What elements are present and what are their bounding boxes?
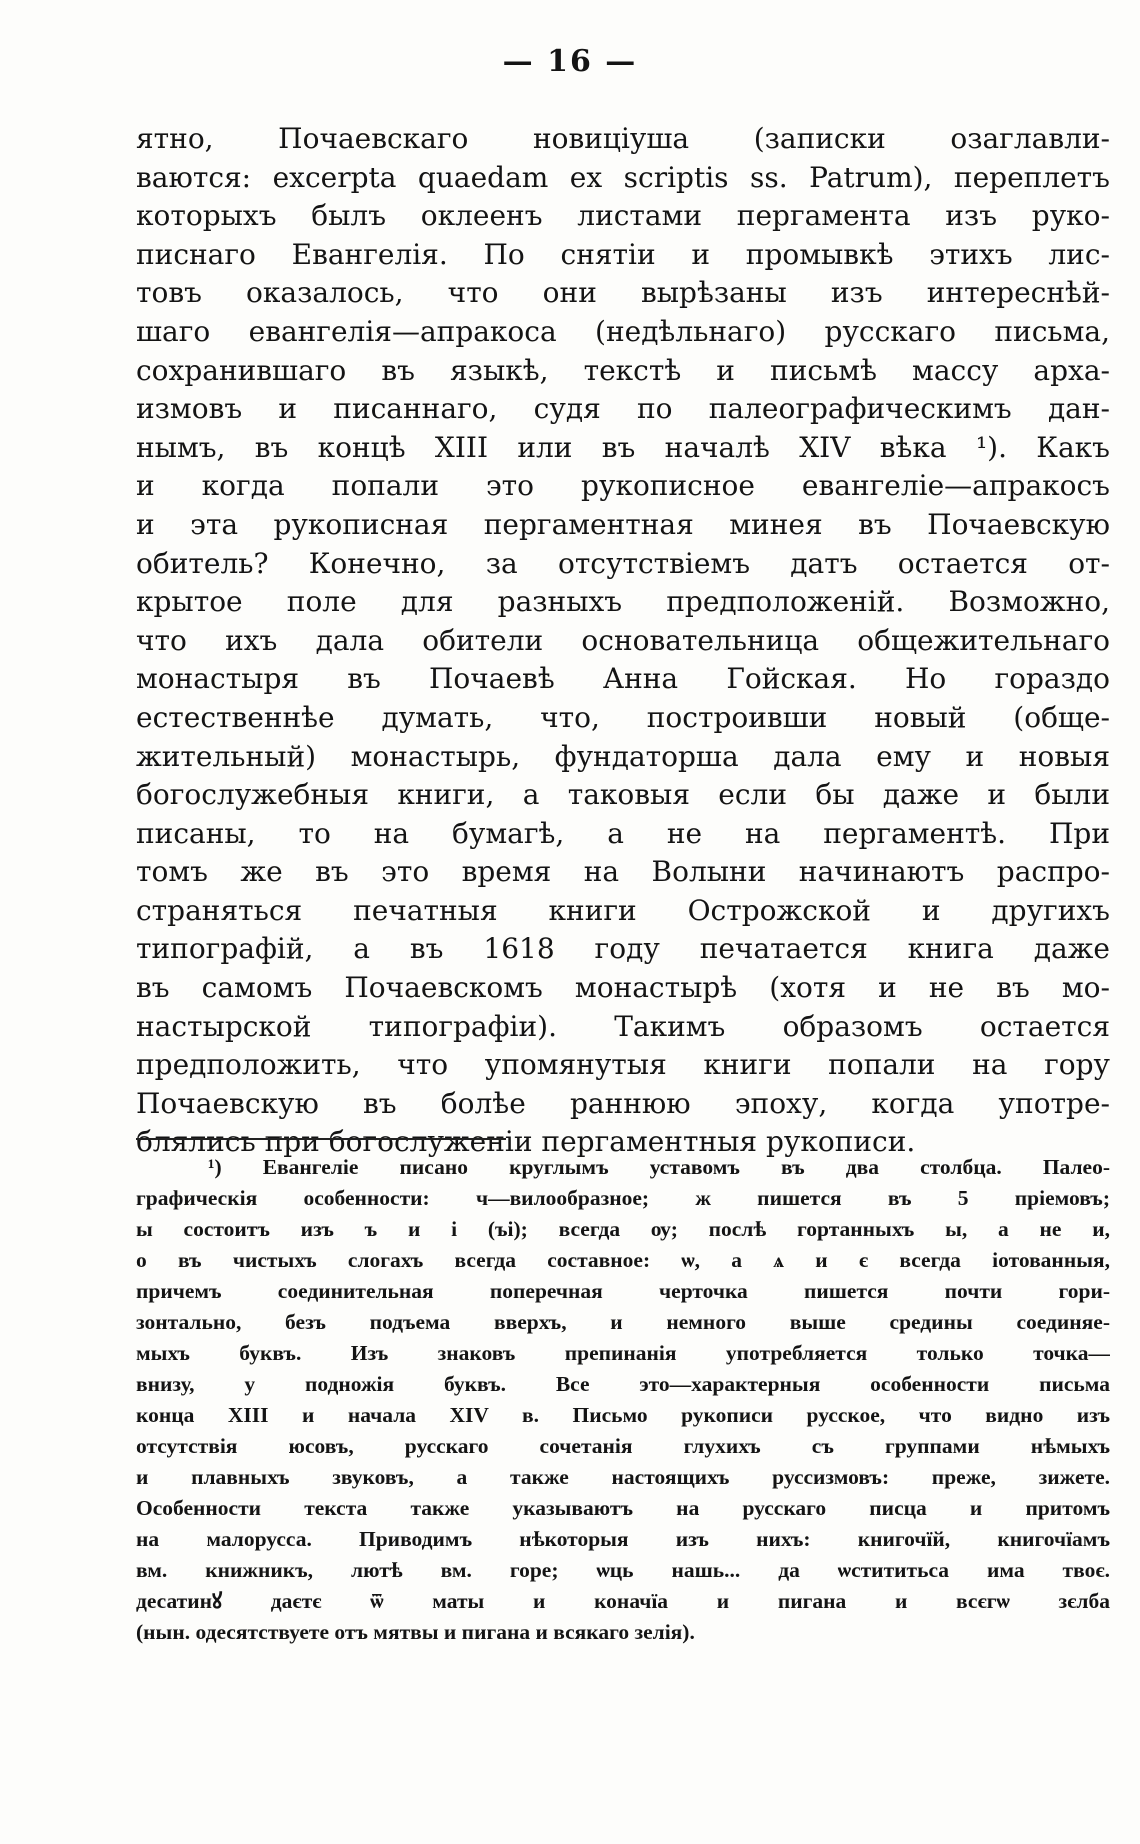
main-text: [136, 120, 1110, 1162]
footnote-line: графическія особенности: ч—вилообразное; ж пишется въ 5 пріемовъ;: [136, 1186, 1110, 1210]
footnote-line: ¹) Евангеліе писано круглымъ уставомъ въ два столбца. Палео-: [208, 1155, 1110, 1179]
text-line: настырской типографіи). Такимъ образомъ остается: [136, 1009, 1110, 1043]
text-line: писнаго Евангелія. По снятіи и промывкѣ этихъ лис-: [136, 237, 1110, 271]
text-line: богослужебныя книги, а таковыя если бы даже и были: [136, 778, 1110, 812]
footnote-line: на малорусса. Приводимъ нѣкоторыя изъ нихъ: книгочїй, книгочїамъ: [136, 1527, 1110, 1551]
text-line: которыхъ былъ оклеенъ листами пергамента изъ руко-: [136, 199, 1110, 233]
footnote-line: десатинꙋ даєтє ѿ маты и коначїа и пигана и всєгѡ зєлба: [136, 1589, 1110, 1613]
text-line: писаны, то на бумагѣ, а не на пергаментѣ. При: [136, 816, 1110, 850]
text-line: естественнѣе думать, что, построивши новый (обще-: [136, 700, 1110, 734]
footnote-line: и плавныхъ звуковъ, а также настоящихъ руссизмовъ: преже, зижете.: [136, 1465, 1110, 1489]
footnote: [136, 1152, 1110, 1648]
text-line: обитель? Конечно, за отсутствіемъ датъ остается от-: [136, 546, 1110, 580]
text-line: что ихъ дала обители основательница общежительнаго: [136, 623, 1110, 657]
text-line: ваются: excerpta quaedam ex scriptis ss. Patrum), переплетъ: [136, 160, 1110, 194]
footnote-line: конца XIII и начала XIV в. Письмо рукописи русское, что видно изъ: [136, 1403, 1110, 1427]
text-line: Почаевскую въ болѣе раннюю эпоху, когда употре-: [136, 1086, 1110, 1120]
footnote-line: о въ чистыхъ слогахъ всегда составное: ѡ, а ѧ и є всегда іотованныя,: [136, 1248, 1110, 1272]
footnote-line: зонтально, безъ подъема вверхъ, и немного выше средины соединяе-: [136, 1310, 1110, 1334]
text-line: страняться печатныя книги Острожской и другихъ: [136, 893, 1110, 927]
text-line: жительный) монастырь, фундаторша дала ему и новыя: [136, 739, 1110, 773]
text-line: и когда попали это рукописное евангеліе—апракосъ: [136, 469, 1110, 503]
text-line: сохранившаго въ языкѣ, текстѣ и письмѣ массу арха-: [136, 353, 1110, 387]
text-line: типографій, а въ 1618 году печатается книга даже: [136, 932, 1110, 966]
footnote-line: внизу, у подножія буквъ. Все это—характерныя особенности письма: [136, 1372, 1110, 1396]
text-line: въ самомъ Почаевскомъ монастырѣ (хотя и не въ мо-: [136, 971, 1110, 1005]
text-line: и эта рукописная пергаментная минея въ Почаевскую: [136, 507, 1110, 541]
text-line: томъ же въ это время на Волыни начинаютъ распро-: [136, 855, 1110, 889]
text-line: предположить, что упомянутыя книги попали на гору: [136, 1048, 1110, 1082]
text-line: ятно, Почаевскаго новиціуша (записки озаглавли-: [136, 122, 1110, 155]
text-line: блялись при богослуженіи пергаментныя рукописи.: [136, 1125, 916, 1159]
footnote-line: вм. книжникъ, лютѣ вм. горе; ѡць нашь... да ѡстититьса има твоє.: [136, 1558, 1110, 1582]
text-line: монастыря въ Почаевѣ Анна Гойская. Но гораздо: [136, 662, 1110, 696]
text-line: шаго евангелія—апракоса (недѣльнаго) русскаго письма,: [136, 314, 1110, 348]
footnote-line: причемъ соединительная поперечная черточка пишется почти гори-: [136, 1279, 1110, 1303]
text-line: крытое поле для разныхъ предположеній. Возможно,: [136, 585, 1110, 619]
page-number: — 16 —: [502, 44, 638, 79]
text-line: товъ оказалось, что они вырѣзаны изъ интереснѣй-: [136, 276, 1110, 310]
text-line: нымъ, въ концѣ XIII или въ началѣ XIV вѣка ¹). Какъ: [136, 430, 1110, 464]
footnote-line: отсутствія юсовъ, русскаго сочетанія глухихъ съ группами нѣмыхъ: [136, 1434, 1110, 1458]
footnote-line: Особенности текста также указываютъ на русскаго писца и притомъ: [136, 1496, 1110, 1520]
footnote-line: ы состоитъ изъ ъ и і (ъі); всегда ѹ; послѣ гортанныхъ ы, а не и,: [136, 1217, 1110, 1241]
text-line: измовъ и писаннаго, судя по палеографическимъ дан-: [136, 392, 1110, 426]
footnote-line: (нын. одесятствуете отъ мятвы и пигана и всякаго зелія).: [136, 1620, 695, 1644]
footnote-line: мыхъ буквъ. Изъ знаковъ препинанія употребляется только точка—: [136, 1341, 1110, 1365]
footnote-divider: [136, 1138, 506, 1140]
